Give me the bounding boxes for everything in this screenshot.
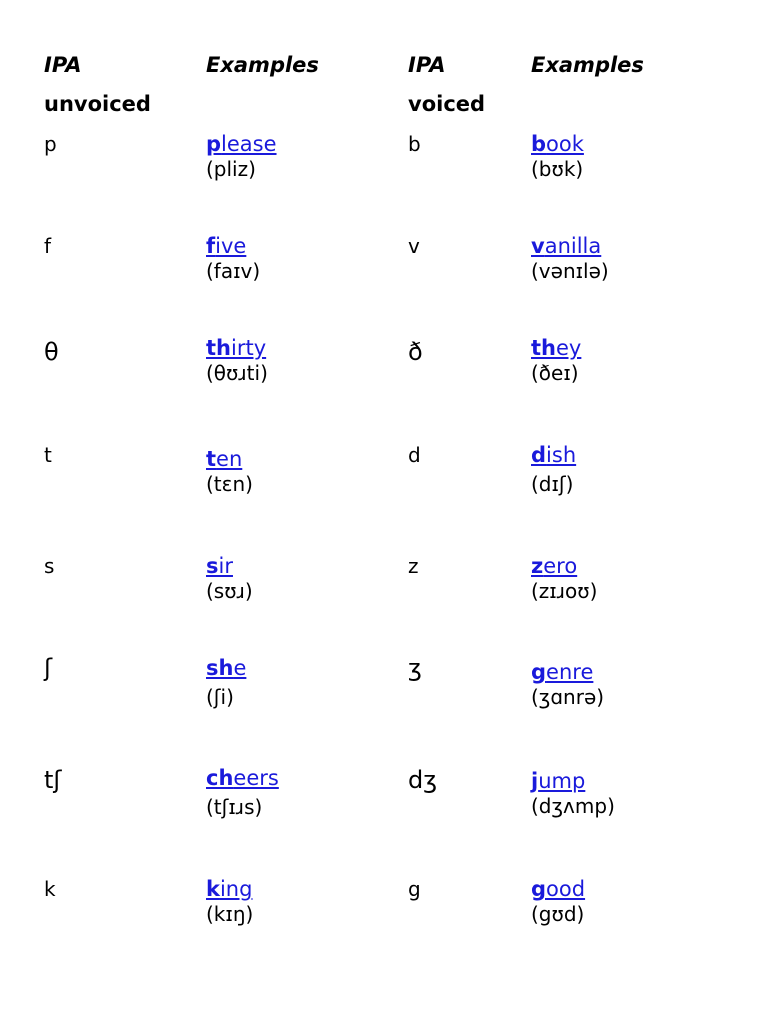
example-word-link[interactable] — [206, 766, 279, 790]
example-word-highlight: z — [531, 554, 544, 578]
example-word-link[interactable] — [206, 877, 253, 901]
example-word-rest: ive — [215, 234, 247, 258]
example-pronunciation: (tɛn) — [206, 472, 253, 496]
example-word-link[interactable] — [531, 443, 576, 467]
example-word-rest: ero — [543, 554, 578, 578]
header-ipa-unvoiced: IPA — [44, 53, 82, 77]
ipa-symbol-unvoiced: t — [44, 443, 52, 467]
example-voiced — [531, 132, 584, 182]
example-word-highlight: th — [531, 336, 556, 360]
example-pronunciation: (bʊk) — [531, 157, 584, 181]
example-word-link[interactable] — [531, 660, 604, 684]
example-word-link[interactable] — [531, 336, 581, 360]
example-word-rest: ood — [546, 877, 586, 901]
ipa-symbol-voiced: z — [408, 554, 419, 578]
header-ipa-voiced: IPA — [408, 53, 446, 77]
example-pronunciation: (dɪʃ) — [531, 472, 574, 496]
example-unvoiced — [206, 766, 279, 820]
example-word-link[interactable] — [206, 656, 246, 680]
example-pronunciation: (θʊɹti) — [206, 361, 268, 385]
example-voiced — [531, 660, 604, 710]
example-word-link[interactable] — [206, 336, 268, 360]
example-voiced — [531, 554, 597, 604]
example-unvoiced — [206, 656, 246, 710]
ipa-symbol-unvoiced: tʃ — [44, 766, 62, 794]
ipa-symbol-voiced: ʒ — [408, 654, 422, 682]
example-pronunciation: (ðeɪ) — [531, 361, 579, 385]
example-word-link[interactable] — [206, 447, 253, 471]
subheader-voiced: voiced — [408, 92, 486, 116]
example-pronunciation: (zɪɹoʊ) — [531, 579, 598, 603]
example-word-highlight: th — [206, 336, 231, 360]
example-word-link[interactable] — [206, 554, 253, 578]
ipa-symbol-unvoiced: f — [44, 234, 52, 258]
header-examples-unvoiced: Examples — [206, 53, 319, 77]
example-word-highlight: g — [531, 660, 547, 684]
example-word-rest: eers — [233, 766, 279, 790]
example-word-highlight: g — [531, 877, 547, 901]
ipa-symbol-unvoiced: s — [44, 554, 55, 578]
example-pronunciation: (ʒɑnrə) — [531, 685, 605, 709]
ipa-symbol-unvoiced: p — [44, 132, 57, 156]
example-word-link[interactable] — [206, 132, 277, 156]
ipa-symbol-unvoiced: ʃ — [44, 654, 53, 682]
ipa-symbol-voiced: d — [408, 443, 421, 467]
example-word-link[interactable] — [206, 234, 260, 258]
example-word-highlight: s — [206, 554, 219, 578]
example-voiced — [531, 336, 581, 386]
example-word-rest: en — [216, 447, 243, 471]
ipa-symbol-voiced: ð — [408, 338, 423, 366]
example-unvoiced — [206, 234, 260, 284]
example-word-highlight: j — [531, 769, 539, 793]
example-voiced — [531, 877, 585, 927]
example-pronunciation: (sʊɹ) — [206, 579, 253, 603]
example-word-rest: e — [233, 656, 247, 680]
example-word-rest: enre — [546, 660, 594, 684]
example-word-highlight: b — [531, 132, 547, 156]
example-voiced — [531, 234, 609, 284]
example-unvoiced — [206, 132, 277, 182]
example-pronunciation: (ʃi) — [206, 685, 234, 709]
example-word-rest: ook — [546, 132, 584, 156]
example-word-highlight: p — [206, 132, 222, 156]
example-word-highlight: t — [206, 447, 217, 471]
example-word-rest: ump — [538, 769, 586, 793]
subheader-unvoiced: unvoiced — [44, 92, 151, 116]
ipa-symbol-voiced: b — [408, 132, 421, 156]
ipa-symbol-voiced: v — [408, 234, 420, 258]
example-word-link[interactable] — [531, 877, 585, 901]
ipa-symbol-unvoiced: θ — [44, 338, 59, 366]
example-pronunciation: (faɪv) — [206, 259, 261, 283]
example-word-highlight: d — [531, 443, 547, 467]
example-word-highlight: f — [206, 234, 216, 258]
example-word-link[interactable] — [531, 554, 597, 578]
example-word-rest: ey — [556, 336, 582, 360]
example-word-highlight: ch — [206, 766, 234, 790]
example-voiced — [531, 769, 615, 819]
example-unvoiced — [206, 447, 253, 497]
example-pronunciation: (pliz) — [206, 157, 256, 181]
example-word-rest: ir — [218, 554, 233, 578]
example-voiced — [531, 443, 576, 497]
example-word-highlight: k — [206, 877, 220, 901]
ipa-symbol-voiced: g — [408, 877, 421, 901]
example-pronunciation: (vənɪlə) — [531, 259, 609, 283]
example-unvoiced — [206, 336, 268, 386]
example-pronunciation: (tʃɪɹs) — [206, 795, 263, 819]
example-word-link[interactable] — [531, 132, 584, 156]
example-pronunciation: (kɪŋ) — [206, 902, 254, 926]
example-word-link[interactable] — [531, 234, 609, 258]
example-pronunciation: (gʊd) — [531, 902, 585, 926]
header-examples-voiced: Examples — [531, 53, 644, 77]
ipa-symbol-voiced: dʒ — [408, 766, 438, 794]
example-word-highlight: sh — [206, 656, 234, 680]
example-word-rest: ish — [546, 443, 577, 467]
example-word-rest: ing — [219, 877, 253, 901]
example-word-link[interactable] — [531, 769, 615, 793]
example-word-highlight: v — [531, 234, 545, 258]
ipa-symbol-unvoiced: k — [44, 877, 56, 901]
example-pronunciation: (dʒʌmp) — [531, 794, 615, 818]
example-word-rest: irty — [231, 336, 267, 360]
example-word-rest: anilla — [544, 234, 602, 258]
example-unvoiced — [206, 554, 253, 604]
example-unvoiced — [206, 877, 253, 927]
example-word-rest: lease — [221, 132, 277, 156]
